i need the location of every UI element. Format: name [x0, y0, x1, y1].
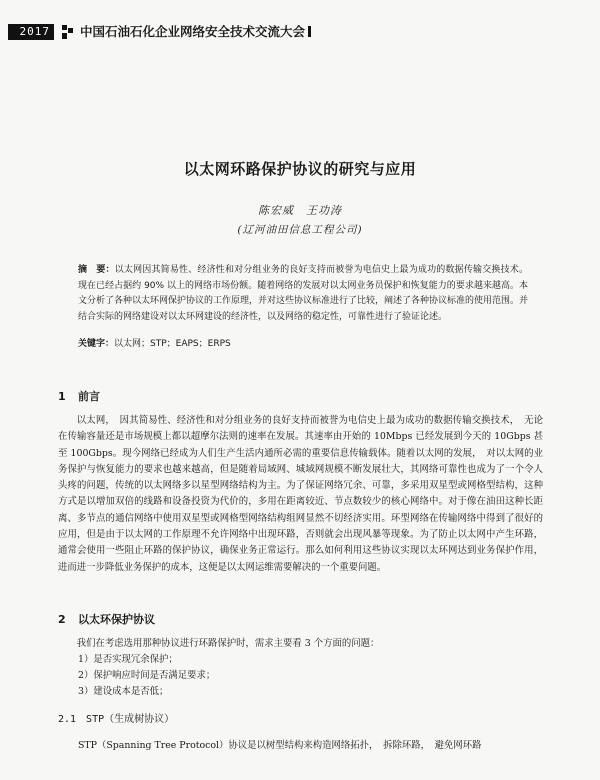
section-1-body: 以太网， 因其简易性、经济性和对分组业务的良好支持而被誉为电信史上最为成功的数据传输交换技术， 无论在传输容量还是市场规模上都以超摩尔法则的速率在发展。其速率由开始的 10Mbps 已经发展到今天的 10Gbps 甚至 100Gbps。现今网络已经成为人们生产生活内通所必需的重要信息传输载体。随着以太网的发展， 对以太网的业务保护与恢复能力的要求也越来越高，但是随着局域网、城域网规模不断发展壮大，其网络可靠性也成为了一个令人头疼的问题，传统的以太网络多以星型网络结构为主。为了保证网络冗余、可靠，多采用双星型或网格型结构，这种方式是以增加双倍的线路和设备投资为代价的，多用在距离较近、节点数较少的核心网络中。对于像在油田这种长距离、多节点的通信网络中使用双星型或网格型网络结构组网显然不切经济实用。环型网络在传输网络中得到了很好的应用，但是由于以太网的工作原理不允许网络中出现环路，否则就会出现风暴等现象。为了防止以太网中产生环路，通常会使用一些阻止环路的保护协议，确保业务正常运行。那么如何利用这些协议实现以太环网达到业务保护作用，进而进一步降低业务保护的成本，这便是以太网运维需要解决的一个重要问题。: [58, 415, 543, 573]
keywords-text: 以太网；STP；EAPS；ERPS: [114, 339, 231, 349]
subsection-2-1-heading: 2.1 STP（生成树协议）: [58, 714, 175, 725]
section-1-heading: [58, 388, 100, 404]
year-badge: 2017: [8, 24, 54, 40]
section-2-heading: [58, 611, 155, 627]
section-2-number: 2: [58, 613, 66, 626]
section-2-title: 以太环保护协议: [78, 613, 155, 626]
list-item: 3）建设成本是否低；: [78, 686, 169, 697]
paper-affiliation: (辽河油田信息工程公司): [237, 224, 363, 236]
list-item: 1）是否实现冗余保护；: [78, 654, 178, 665]
paper-title: 以太网环路保护协议的研究与应用: [183, 160, 417, 178]
paper-authors: 陈宏威 王功涛: [258, 204, 342, 217]
header-bar-mark: [308, 26, 311, 37]
section-1-number: 1: [58, 390, 66, 403]
conference-name: 中国石油石化企业网络安全技术交流大会: [80, 24, 306, 39]
abstract: [78, 263, 528, 325]
subsection-2-1-body: STP（Spanning Tree Protocol）协议是以树型结构来构造网络拓扑， 拆除环路， 避免网环路: [78, 740, 482, 751]
keywords-label: 关键字：: [78, 339, 115, 349]
section-2-intro: 我们在考虑选用那种协议进行环路保护时，需求主要看 3 个方面的问题：: [76, 638, 380, 649]
list-item: 2）保护响应时间是否满足要求；: [78, 670, 216, 681]
abstract-text: 以太网因其简易性、经济性和对分组业务的良好支持而被誉为电信史上最为成功的数据传输交换技术。现在已经占据约 90% 以上的网络市场份额。随着网络的发展对以太网业务员保护和恢复能力的要求越来越高。本文分析了各种以太环网保护协议的工作原理，并对这些协议标准进行了比较，阐述了各种协议标准的使用范围。并结合实际的网络建设对以太环网建设的经济性，以及网络的稳定性，可靠性进行了验证论述。: [78, 265, 529, 322]
keywords: [78, 337, 528, 351]
conference-logo-icon: [62, 25, 74, 39]
section-1-title: 前言: [78, 390, 100, 403]
requirements-list: [78, 652, 215, 700]
abstract-label: 摘 要：: [78, 265, 115, 275]
running-header: [80, 22, 311, 42]
